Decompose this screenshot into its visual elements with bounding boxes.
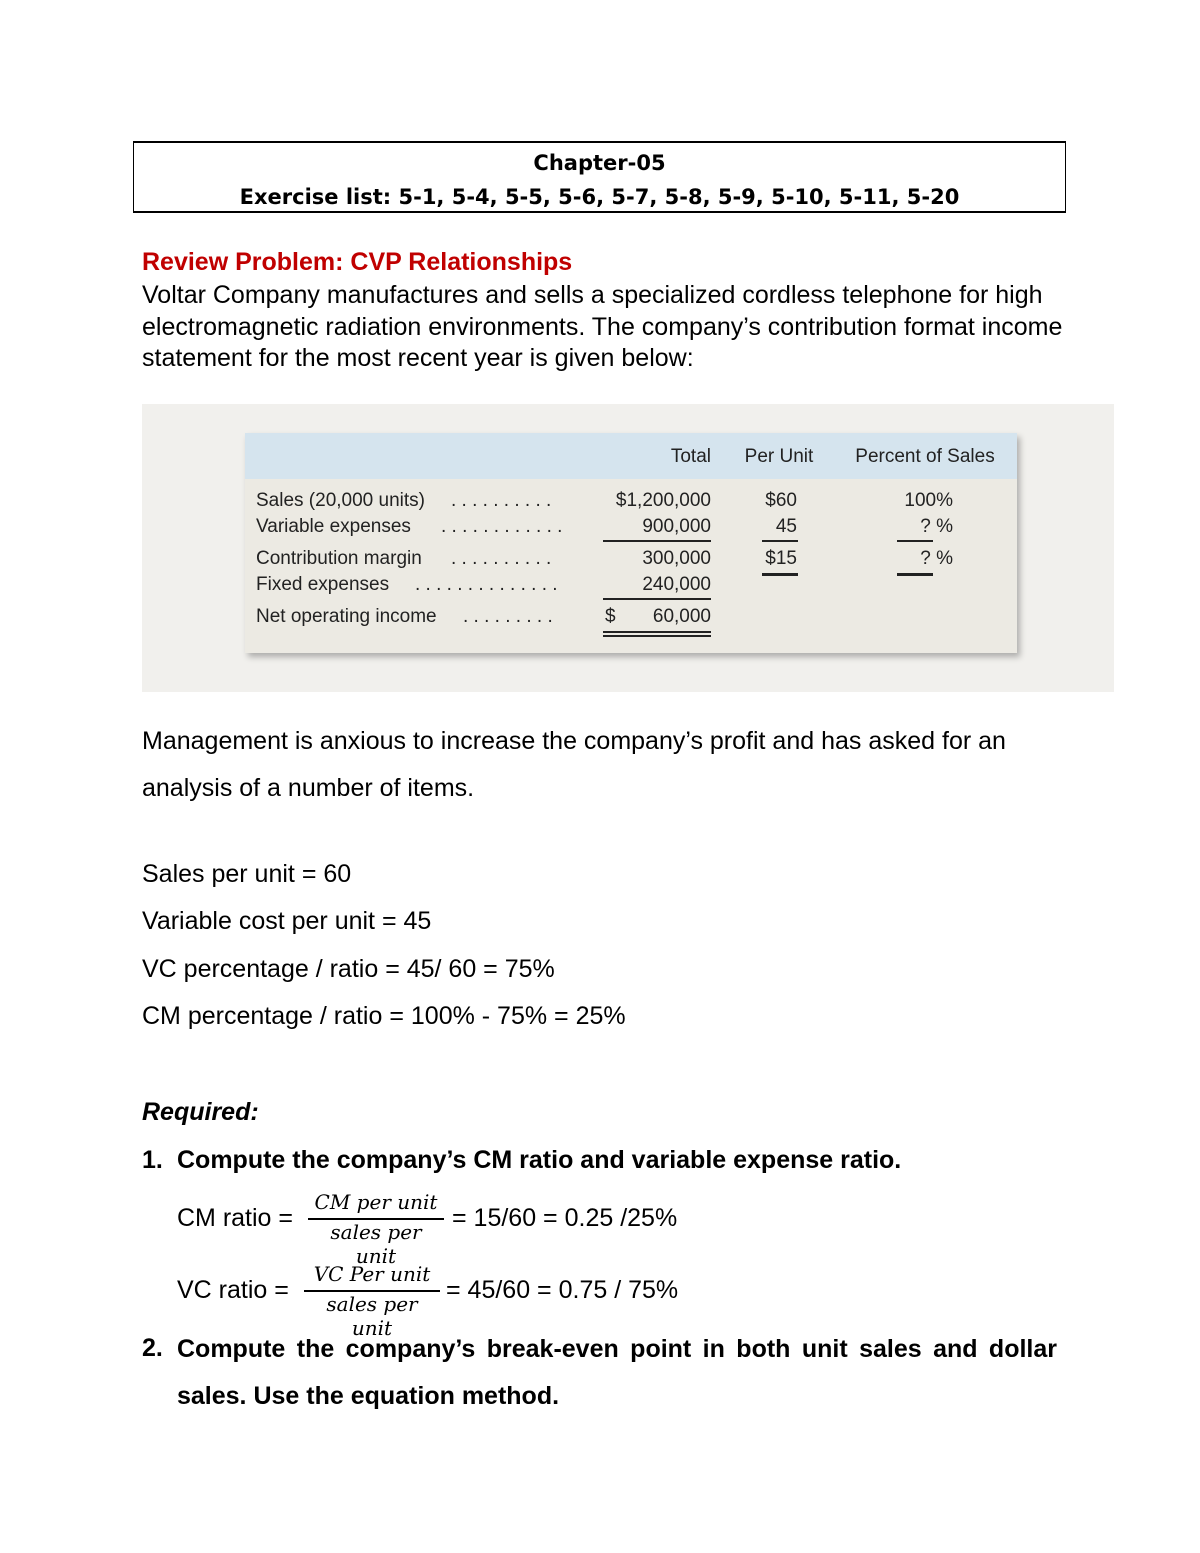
vc-ratio-result: = 45/60 = 0.75 / 75% (446, 1276, 679, 1304)
question-text: Compute the company’s CM ratio and variable expense ratio. (177, 1146, 902, 1174)
total-rule (897, 573, 933, 576)
column-header-total: Total (670, 446, 711, 467)
vc-ratio-label: VC ratio = (177, 1276, 289, 1304)
calc-line-sales-per-unit: Sales per unit = 60 (142, 860, 352, 888)
question-text: Compute the company’s break-even point in both unit sales and dollar sales. Use the equation method. (177, 1335, 1057, 1410)
leader-dots: . . . . . . . . . . . . . . (415, 574, 558, 595)
fraction-numerator: CM per unit (314, 1190, 438, 1214)
question-1 (142, 1146, 1072, 1178)
total-rule (762, 573, 798, 576)
row-label-sales: Sales (20,000 units) (256, 490, 425, 511)
required-heading: Required: (142, 1098, 259, 1126)
subtotal-rule (603, 598, 711, 600)
fixed-expenses-total: 240,000 (642, 574, 711, 595)
net-operating-income-total: 60,000 (652, 606, 711, 627)
cm-ratio-label: CM ratio = (177, 1204, 294, 1232)
subtotal-rule (603, 540, 711, 542)
review-problem-title: Review Problem: CVP Relationships (142, 248, 573, 276)
row-label-net-operating-income: Net operating income (256, 606, 437, 627)
sales-percent: 100% (904, 490, 953, 511)
leader-dots: . . . . . . . . . . (451, 490, 552, 511)
leader-dots: . . . . . . . . . . . . (441, 516, 563, 537)
column-header-percent-of-sales: Percent of Sales (855, 446, 995, 467)
subtotal-rule (762, 540, 798, 542)
double-rule-top (603, 631, 711, 633)
sales-per-unit: $60 (765, 490, 797, 511)
question-number: 2. (142, 1334, 163, 1362)
contribution-margin-percent: ? % (920, 548, 953, 569)
income-statement-table (245, 433, 1017, 653)
double-rule-bottom (603, 635, 711, 637)
net-operating-income-dollar-sign: $ (605, 606, 616, 627)
variable-expenses-per-unit: 45 (775, 516, 797, 537)
management-paragraph: Management is anxious to increase the company’s profit and has asked for an analysis of a number of items. (142, 727, 1006, 802)
column-header-per-unit: Per Unit (744, 446, 814, 467)
chapter-header-box (133, 141, 1066, 213)
cm-ratio-result: = 15/60 = 0.25 /25% (452, 1204, 678, 1232)
calc-line-variable-cost: Variable cost per unit = 45 (142, 907, 432, 935)
review-intro-paragraph: Voltar Company manufactures and sells a specialized cordless telephone for high electromagnetic radiation environments. The company’s contribution format income statement for the most recent year is given below: (142, 281, 1063, 372)
row-label-variable-expenses: Variable expenses (256, 516, 411, 537)
chapter-title: Chapter-05 (533, 151, 666, 175)
subtotal-rule (897, 540, 933, 542)
sales-total: $1,200,000 (615, 490, 711, 511)
cm-ratio-fraction (308, 1190, 444, 1268)
variable-expenses-total: 900,000 (642, 516, 711, 537)
exercise-list: Exercise list: 5-1, 5-4, 5-5, 5-6, 5-7, 5-8, 5-9, 5-10, 5-11, 5-20 (239, 185, 960, 209)
calc-line-cm-ratio: CM percentage / ratio = 100% - 75% = 25% (142, 1002, 626, 1030)
vc-ratio-fraction (304, 1262, 440, 1340)
fraction-denominator: sales per unit (330, 1220, 422, 1268)
variable-expenses-percent: ? % (920, 516, 953, 537)
question-2 (142, 1326, 1072, 1426)
contribution-margin-total: 300,000 (642, 548, 711, 569)
fraction-denominator: sales per unit (326, 1292, 418, 1340)
leader-dots: . . . . . . . . . (463, 606, 553, 627)
row-label-fixed-expenses: Fixed expenses (256, 574, 390, 595)
leader-dots: . . . . . . . . . . (451, 548, 552, 569)
contribution-margin-per-unit: $15 (765, 548, 797, 569)
calc-line-vc-ratio: VC percentage / ratio = 45/ 60 = 75% (142, 955, 555, 983)
question-number: 1. (142, 1146, 163, 1174)
fraction-numerator: VC Per unit (313, 1262, 431, 1286)
row-label-contribution-margin: Contribution margin (256, 548, 422, 569)
